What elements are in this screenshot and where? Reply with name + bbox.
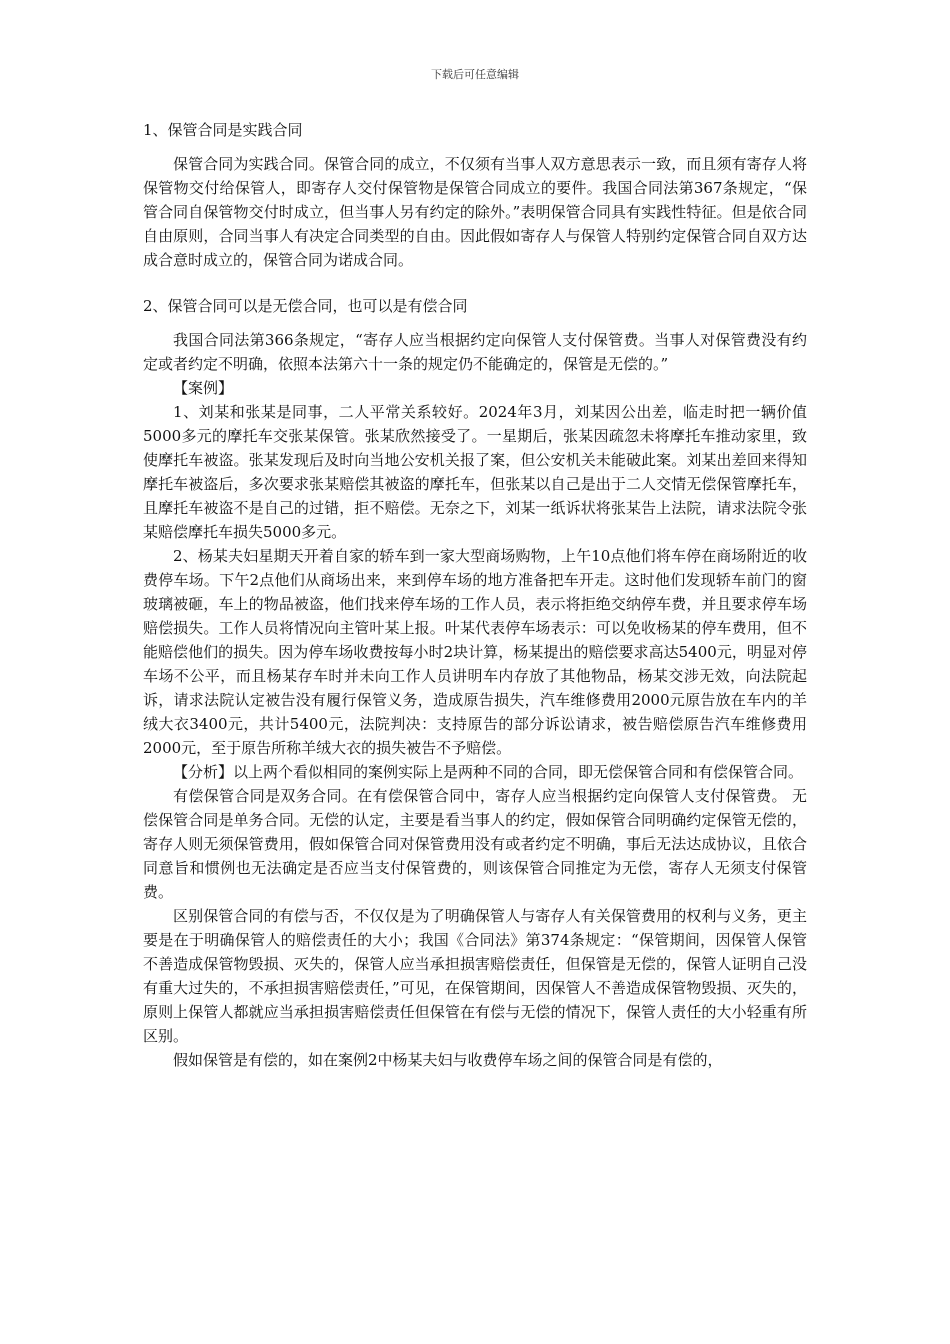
case-2-paragraph: 2、杨某夫妇星期天开着自家的轿车到一家大型商场购物，上午10点他们将车停在商场附近的收费停车场。下午2点他们从商场出来，来到停车场的地方准备把车开走。这时他们发现轿车前门的窗玻璃被砸，车上的物品被盗，他们找来停车场的工作人员，表示将拒绝交纳停车费，并且要求停车场赔偿损失。工作人员将情况向主管叶某上报。叶某代表停车场表示：可以免收杨某的停车费用，但不能赔偿他们的损失。因为停车场收费按每小时2块计算，杨某提出的赔偿要求高达5400元，明显对停车场不公平，而且杨某存车时并未向工作人员讲明车内存放了其他物品，杨某交涉无效，向法院起诉，请求法院认定被告没有履行保管义务，造成原告损失，汽车维修费用2000元原告放在车内的羊绒大衣3400元，共计5400元，法院判决：支持原告的部分诉讼请求，被告赔偿原告汽车维修费用2000元，至于原告所称羊绒大衣的损失被告不予赔偿。 — [143, 547, 807, 757]
section-1-paragraph: 保管合同为实践合同。保管合同的成立，不仅须有当事人双方意思表示一致，而且须有寄存人将保管物交付给保管人，即寄存人交付保管物是保管合同成立的要件。我国合同法第367条规定，“保管合同自保管物交付时成立，但当事人另有约定的除外。”表明保管合同具有实践性特征。但是依合同自由原则，合同当事人有决定合同类型的自由。因此假如寄存人与保管人特别约定保管合同自双方达成合意时成立的，保管合同为诺成合同。 — [143, 155, 807, 269]
section-2-paragraph: 我国合同法第366条规定，“寄存人应当根据约定向保管人支付保管费。当事人对保管费没有约定或者约定不明确，依照本法第六十一条的规定仍不能确定的，保管是无偿的。” — [143, 331, 807, 373]
case-1-paragraph: 1、刘某和张某是同事，二人平常关系较好。2024年3月，刘某因公出差，临走时把一辆价值5000多元的摩托车交张某保管。张某欣然接受了。一星期后，张某因疏忽未将摩托车推动家里，致使摩托车被盗。张某发现后及时向当地公安机关报了案，但公安机关未能破此案。刘某出差回来得知摩托车被盗后，多次要求张某赔偿其被盗的摩托车，但张某以自己是出于二人交情无偿保管摩托车，且摩托车被盗不是自己的过错，拒不赔偿。无奈之下，刘某一纸诉状将张某告上法院，请求法院令张某赔偿摩托车损失5000多元。 — [143, 403, 807, 541]
case-label: 【案例】 — [173, 379, 234, 397]
section-1-heading: 1、保管合同是实践合同 — [143, 121, 303, 139]
analysis-paragraph: 【分析】以上两个看似相同的案例实际上是两种不同的合同，即无偿保管合同和有偿保管合同。 — [173, 763, 804, 781]
page-header: 下载后可任意编辑 — [431, 68, 519, 81]
final-paragraph: 假如保管是有偿的，如在案例2中杨某夫妇与收费停车场之间的保管合同是有偿的， — [173, 1051, 723, 1069]
document-body — [143, 118, 807, 1072]
distinguish-paragraph: 区别保管合同的有偿与否，不仅仅是为了明确保管人与寄存人有关保管费用的权利与义务，更主要是在于明确保管人的赔偿责任的大小；我国《合同法》第374条规定：“保管期间，因保管人保管不善造成保管物毁损、灭失的，保管人应当承担损害赔偿责任，但保管是无偿的，保管人证明自己没有重大过失的，不承担损害赔偿责任，”可见，在保管期间，因保管人不善造成保管物毁损、灭失的，原则上保管人都就应当承担损害赔偿责任但保管在有偿与无偿的情况下，保管人责任的大小轻重有所区别。 — [143, 907, 807, 1045]
section-2-heading: 2、保管合同可以是无偿合同，也可以是有偿合同 — [143, 297, 468, 315]
paid-contract-paragraph: 有偿保管合同是双务合同。在有偿保管合同中，寄存人应当根据约定向保管人支付保管费。 无偿保管合同是单务合同。无偿的认定，主要是看当事人的约定，假如保管合同明确约定保管无偿的，寄存人则无须保管费用，假如保管合同对保管费用没有或者约定不明确，事后无法达成协议，且依合同意旨和惯例也无法确定是否应当支付保管费的，则该保管合同推定为无偿，寄存人无须支付保管费。 — [143, 787, 807, 901]
